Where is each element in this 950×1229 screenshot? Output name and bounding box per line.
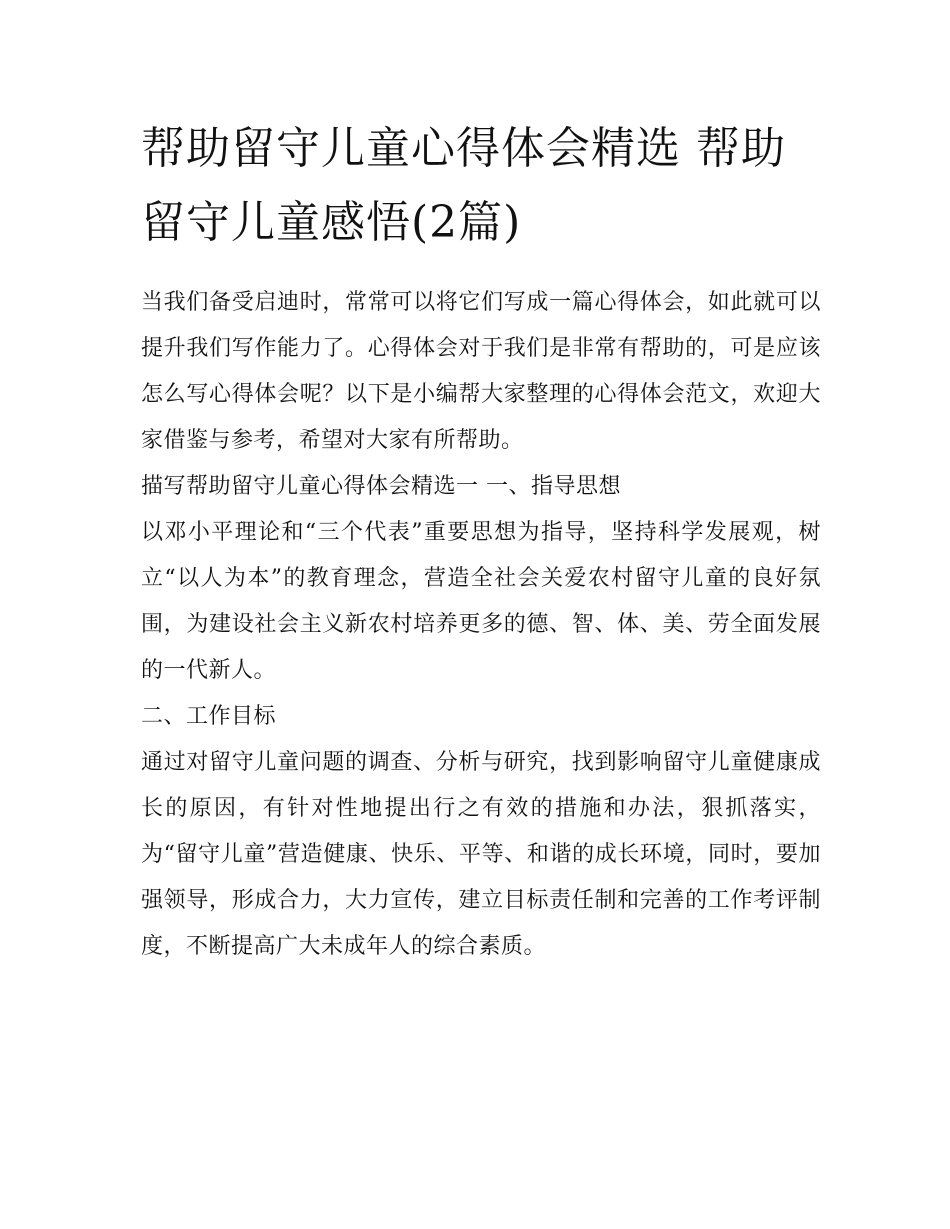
guiding-thought-paragraph: 以邓小平理论和“三个代表”重要思想为指导，坚持科学发展观，树立“以人为本”的教育理念，营造全社会关爱农村留守儿童的良好氛围，为建设社会主义新农村培养更多的德、智、体、美、劳全面发展的一代新人。 [141, 520, 821, 683]
section-heading-work-goals: 二、工作目标 [141, 704, 277, 729]
section-heading-guiding-thought: 描写帮助留守儿童心得体会精选一 一、指导思想 [141, 474, 621, 499]
document-page [141, 112, 821, 970]
intro-paragraph: 当我们备受启迪时，常常可以将它们写成一篇心得体会，如此就可以提升我们写作能力了。心得体会对于我们是非常有帮助的，可是应该怎么写心得体会呢？以下是小编帮大家整理的心得体会范文，欢迎大家借鉴与参考，希望对大家有所帮助。 [141, 290, 821, 453]
document-title: 帮助留守儿童心得体会精选 帮助留守儿童感悟(2篇) [141, 123, 786, 248]
document-body [141, 280, 821, 970]
work-goals-paragraph: 通过对留守儿童问题的调查、分析与研究，找到影响留守儿童健康成长的原因，有针对性地提出行之有效的措施和办法，狠抓落实，为“留守儿童”营造健康、快乐、平等、和谐的成长环境，同时，要加强领导，形成合力，大力宣传，建立目标责任制和完善的工作考评制度，不断提高广大未成年人的综合素质。 [141, 750, 821, 959]
